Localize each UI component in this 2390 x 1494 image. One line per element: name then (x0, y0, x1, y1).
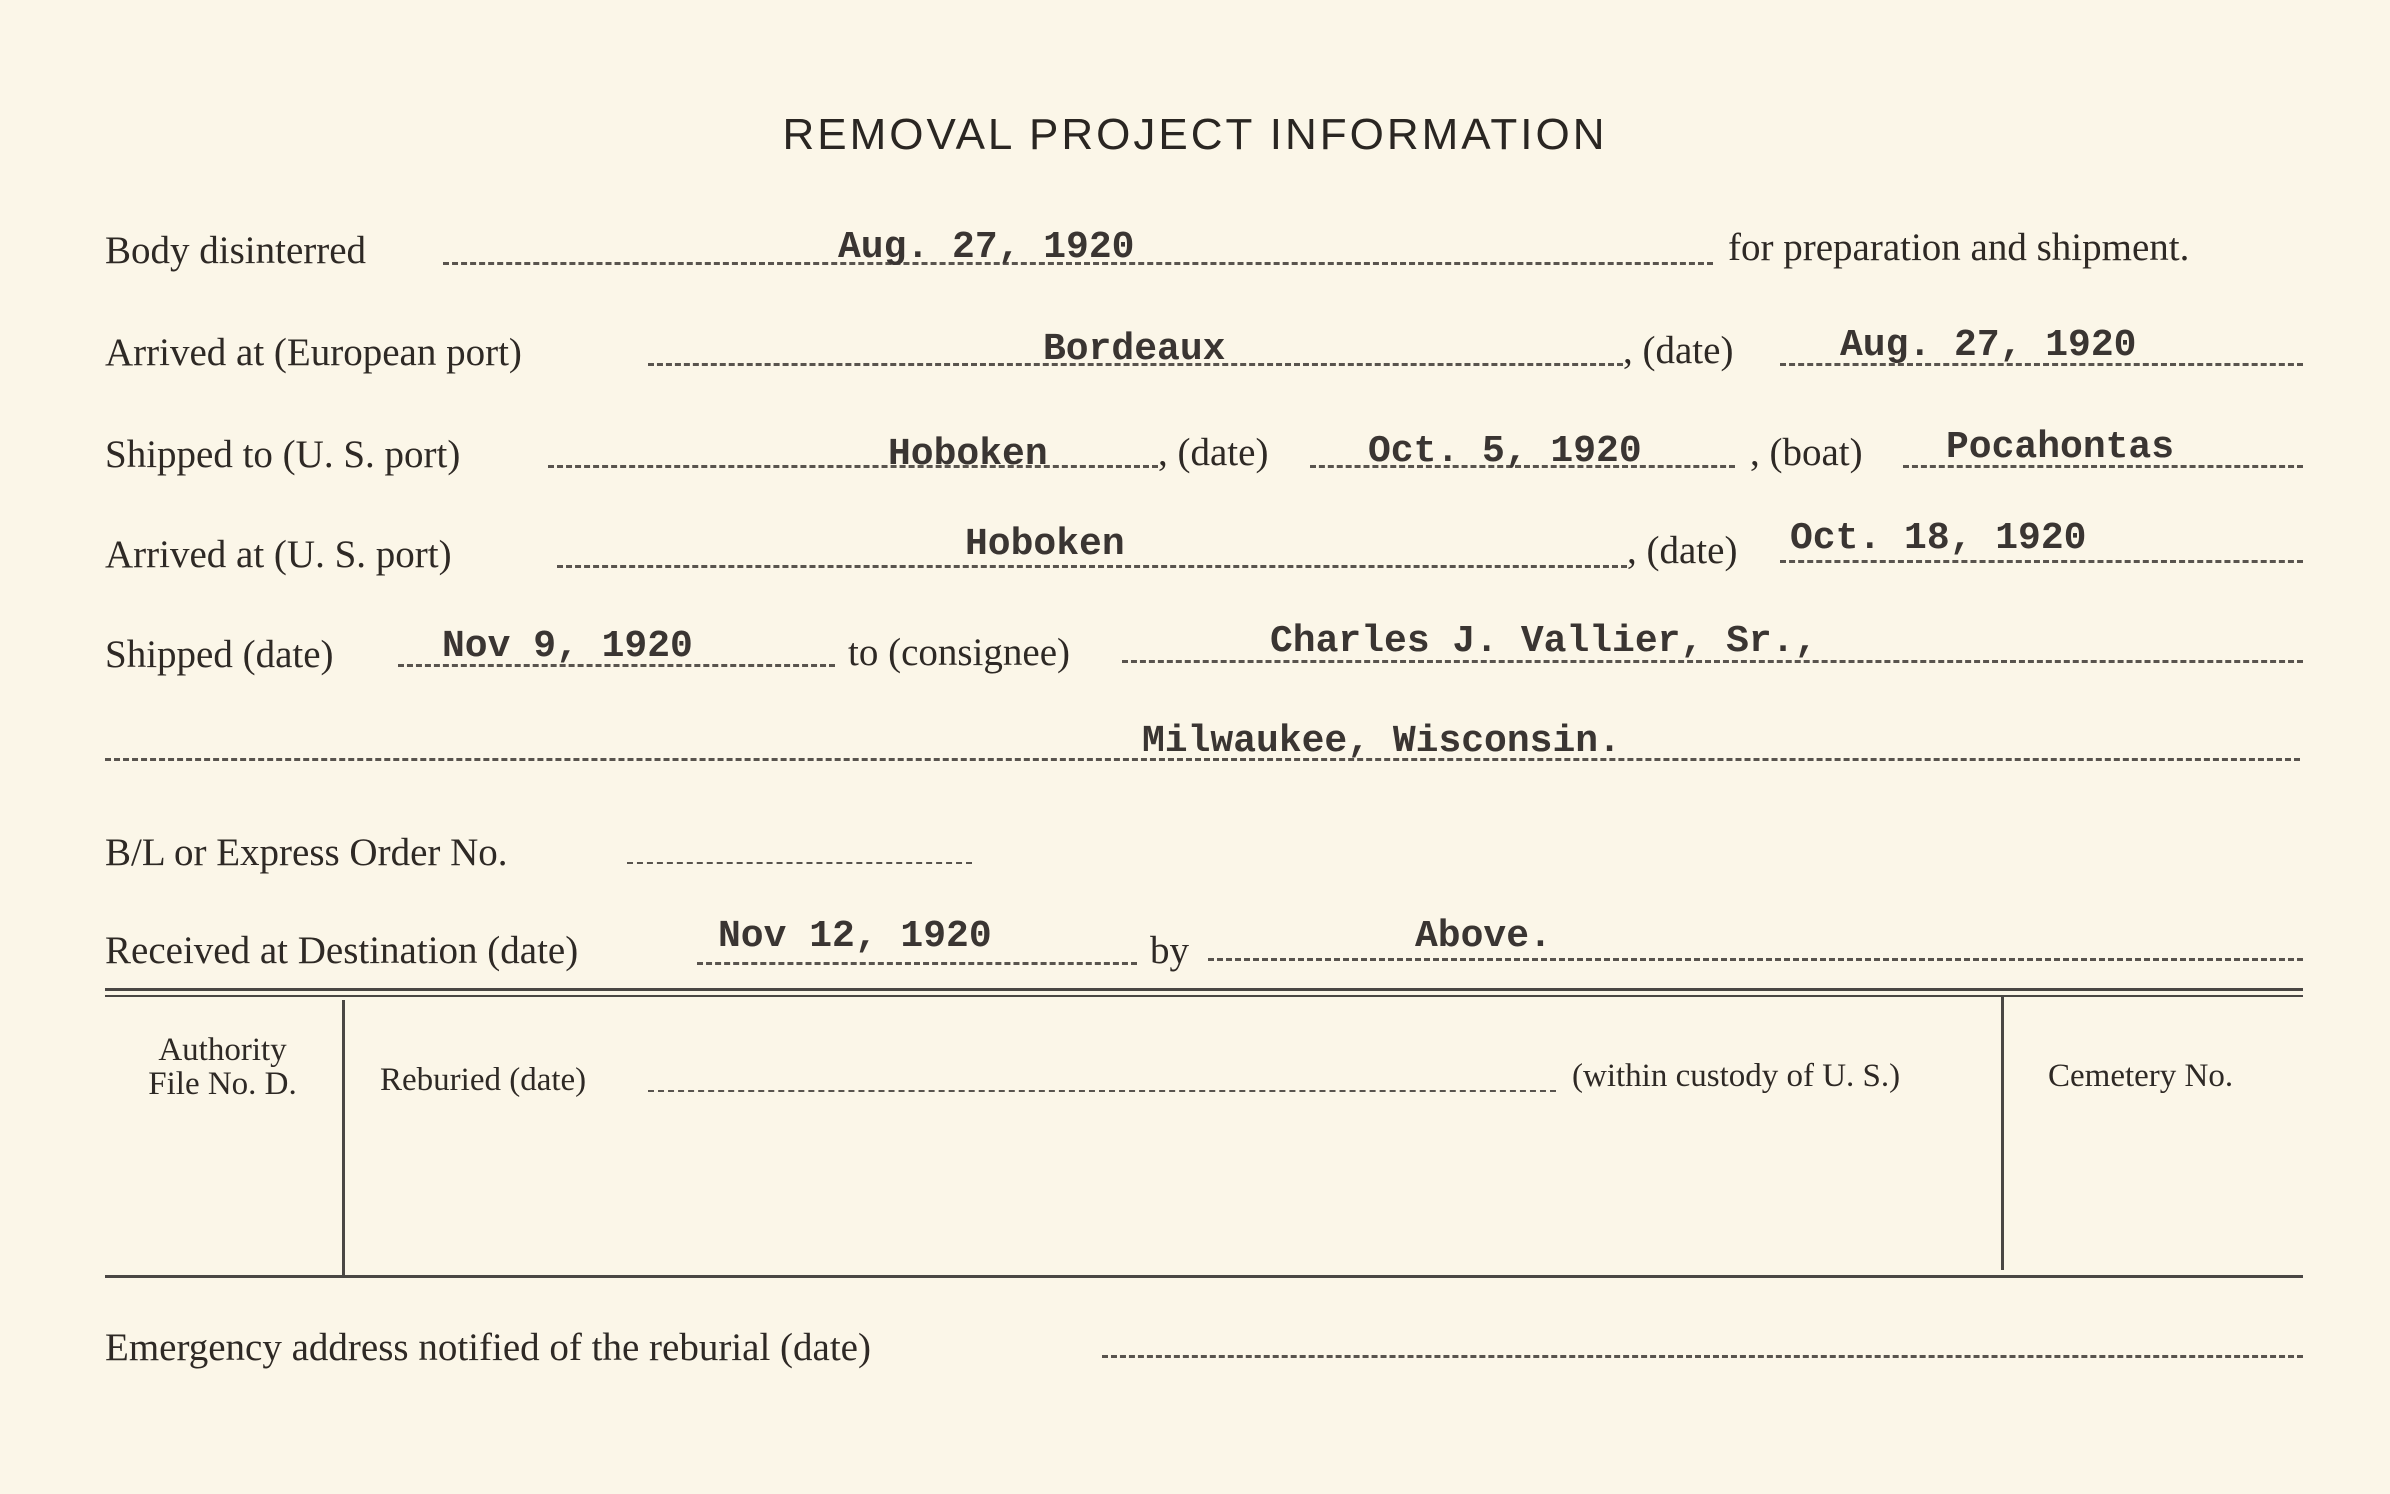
arrived-us-label: Arrived at (U. S. port) (105, 533, 452, 576)
received-by-line (1208, 958, 2303, 961)
shipped-us-date-value: Oct. 5, 1920 (1368, 430, 1642, 473)
card-title: REMOVAL PROJECT INFORMATION (782, 110, 1608, 159)
shipped-us-boat-label: , (boat) (1750, 431, 1863, 474)
shipped-us-port-value: Hoboken (888, 433, 1048, 476)
consignee-address-value: Milwaukee, Wisconsin. (1142, 720, 1621, 763)
consignee-label: to (consignee) (848, 631, 1071, 674)
box-top-border-inner (105, 995, 2303, 997)
box-bottom-border (105, 1275, 2303, 1278)
consignee-value: Charles J. Vallier, Sr., (1270, 620, 1818, 663)
emergency-label: Emergency address notified of the reburial (date) (105, 1326, 871, 1369)
box-divider-right (2001, 995, 2004, 1270)
shipped-us-date-label: , (date) (1158, 431, 1269, 474)
shipped-us-port-line (548, 465, 1158, 468)
shipped-us-label: Shipped to (U. S. port) (105, 433, 461, 476)
arrived-european-date-value: Aug. 27, 1920 (1840, 324, 2137, 367)
shipped-date-label: Shipped (date) (105, 633, 334, 676)
body-disinterred-label: Body disinterred (105, 229, 367, 272)
box-top-border (105, 988, 2303, 991)
bl-order-line (627, 862, 972, 864)
received-date-value: Nov 12, 1920 (718, 915, 992, 958)
bl-order-label: B/L or Express Order No. (105, 831, 508, 874)
authority-label: Authority (158, 1032, 287, 1068)
reburied-line (648, 1090, 1556, 1092)
shipped-date-value: Nov 9, 1920 (442, 625, 693, 668)
arrived-us-port-value: Hoboken (965, 523, 1125, 566)
emergency-line (1102, 1355, 2303, 1358)
body-disinterred-value: Aug. 27, 1920 (838, 226, 1135, 269)
arrived-european-port-value: Bordeaux (1043, 328, 1226, 371)
arrived-european-label: Arrived at (European port) (105, 331, 522, 374)
received-date-line (697, 962, 1137, 965)
arrived-us-date-label: , (date) (1627, 529, 1738, 572)
custody-label: (within custody of U. S.) (1572, 1058, 1901, 1094)
cemetery-no-label: Cemetery No. (2048, 1058, 2234, 1094)
arrived-us-date-line (1780, 560, 2303, 563)
received-label: Received at Destination (date) (105, 929, 579, 972)
received-by-value: Above. (1415, 915, 1552, 958)
arrived-european-date-label: , (date) (1623, 329, 1734, 372)
body-disinterred-suffix: for preparation and shipment. (1728, 226, 2190, 269)
received-by-label: by (1150, 929, 1189, 972)
shipped-us-boat-value: Pocahontas (1946, 426, 2175, 469)
arrived-us-date-value: Oct. 18, 1920 (1790, 517, 2087, 560)
box-divider-left (342, 1000, 345, 1275)
reburied-label: Reburied (date) (380, 1062, 587, 1098)
file-no-label: File No. D. (148, 1066, 297, 1102)
